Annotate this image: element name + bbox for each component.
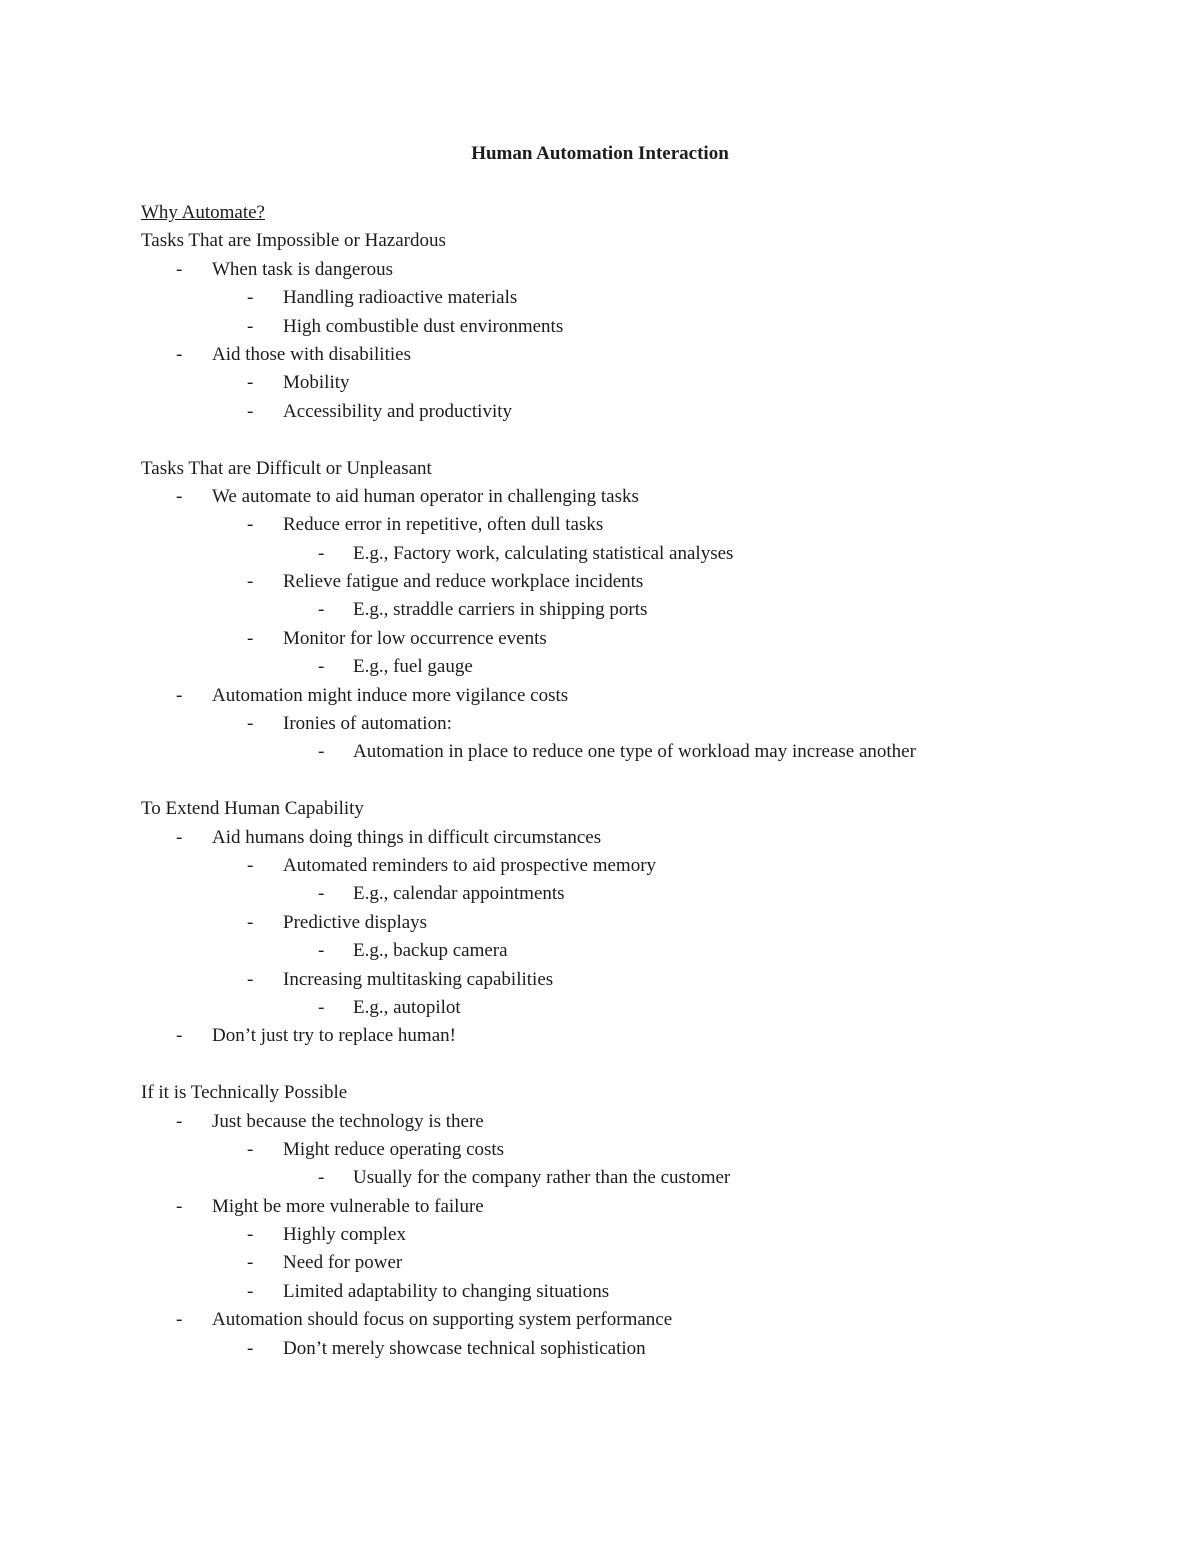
- bullet-text: Automation might induce more vigilance costs: [212, 684, 569, 706]
- section-title: Tasks That are Difficult or Unpleasant: [141, 457, 432, 479]
- bullet-text: Predictive displays: [283, 911, 428, 933]
- bullet-text: Reduce error in repetitive, often dull tasks: [283, 514, 604, 536]
- bullet-text: Don’t merely showcase technical sophistication: [283, 1337, 646, 1359]
- bullet-text: E.g., backup camera: [353, 940, 508, 962]
- dash-bullet-icon: -: [247, 1280, 254, 1302]
- bullet-item-level-3: [141, 540, 1141, 568]
- bullet-text: Limited adaptability to changing situations: [283, 1280, 610, 1302]
- dash-bullet-icon: -: [247, 315, 254, 337]
- bullet-item-level-3: [141, 880, 1141, 908]
- dash-bullet-icon: -: [247, 287, 254, 309]
- dash-bullet-icon: -: [247, 1138, 254, 1160]
- bullet-text: Might be more vulnerable to failure: [212, 1195, 484, 1217]
- section-title: Tasks That are Impossible or Hazardous: [141, 230, 446, 252]
- blank-line: [141, 1051, 1141, 1079]
- bullet-item-level-3: [141, 596, 1141, 624]
- bullet-item-level-1: [141, 1193, 1141, 1221]
- bullet-text: E.g., straddle carriers in shipping ports: [353, 599, 648, 621]
- section-heading: [141, 199, 1141, 227]
- bullet-text: Automated reminders to aid prospective memory: [283, 854, 657, 876]
- bullet-text: Highly complex: [283, 1224, 406, 1246]
- dash-bullet-icon: -: [247, 968, 254, 990]
- bullet-item-level-2: [141, 852, 1141, 880]
- dash-bullet-icon: -: [247, 1337, 254, 1359]
- bullet-text: We automate to aid human operator in challenging tasks: [212, 485, 639, 507]
- document-title: Human Automation Interaction: [471, 143, 729, 164]
- dash-bullet-icon: -: [318, 599, 325, 621]
- dash-bullet-icon: -: [176, 1110, 183, 1132]
- dash-bullet-icon: -: [176, 1195, 183, 1217]
- bullet-item-level-2: [141, 909, 1141, 937]
- section-title: To Extend Human Capability: [141, 798, 364, 820]
- bullet-text: Relieve fatigue and reduce workplace incidents: [283, 571, 644, 593]
- bullet-item-level-3: [141, 653, 1141, 681]
- bullet-item-level-2: [141, 1136, 1141, 1164]
- bullet-item-level-1: [141, 341, 1141, 369]
- bullet-item-level-1: [141, 1108, 1141, 1136]
- bullet-text: Aid humans doing things in difficult circumstances: [212, 826, 602, 848]
- bullet-item-level-2: [141, 398, 1141, 426]
- bullet-item-level-2: [141, 966, 1141, 994]
- bullet-item-level-3: [141, 994, 1141, 1022]
- bullet-text: Ironies of automation:: [283, 713, 452, 735]
- dash-bullet-icon: -: [247, 372, 254, 394]
- bullet-text: Automation should focus on supporting system performance: [212, 1309, 673, 1331]
- bullet-text: Just because the technology is there: [212, 1110, 484, 1132]
- bullet-item-level-2: [141, 568, 1141, 596]
- dash-bullet-icon: -: [318, 741, 325, 763]
- dash-bullet-icon: -: [247, 911, 254, 933]
- bullet-item-level-3: [141, 738, 1141, 766]
- bullet-item-level-1: [141, 1306, 1141, 1334]
- bullet-text: Accessibility and productivity: [283, 400, 513, 422]
- dash-bullet-icon: -: [247, 1224, 254, 1246]
- bullet-text: Need for power: [283, 1252, 403, 1274]
- dash-bullet-icon: -: [318, 996, 325, 1018]
- dash-bullet-icon: -: [176, 1025, 183, 1047]
- blank-line: [141, 426, 1141, 454]
- dash-bullet-icon: -: [247, 571, 254, 593]
- bullet-item-level-2: [141, 511, 1141, 539]
- dash-bullet-icon: -: [247, 627, 254, 649]
- dash-bullet-icon: -: [318, 883, 325, 905]
- dash-bullet-icon: -: [247, 1252, 254, 1274]
- bullet-text: Mobility: [283, 372, 350, 394]
- dash-bullet-icon: -: [247, 514, 254, 536]
- bullet-text: When task is dangerous: [212, 258, 393, 280]
- bullet-text: E.g., fuel gauge: [353, 656, 473, 678]
- dash-bullet-icon: -: [176, 258, 183, 280]
- document-body: [141, 199, 1141, 1363]
- bullet-item-level-2: [141, 710, 1141, 738]
- bullet-item-level-1: [141, 483, 1141, 511]
- bullet-item-level-1: [141, 824, 1141, 852]
- bullet-text: High combustible dust environments: [283, 315, 564, 337]
- dash-bullet-icon: -: [176, 826, 183, 848]
- bullet-text: Handling radioactive materials: [283, 287, 518, 309]
- bullet-item-level-1: [141, 682, 1141, 710]
- dash-bullet-icon: -: [318, 1167, 325, 1189]
- bullet-item-level-2: [141, 1221, 1141, 1249]
- bullet-text: Increasing multitasking capabilities: [283, 968, 554, 990]
- dash-bullet-icon: -: [176, 684, 183, 706]
- bullet-item-level-2: [141, 1335, 1141, 1363]
- dash-bullet-icon: -: [318, 656, 325, 678]
- bullet-text: Automation in place to reduce one type of workload may increase another: [353, 741, 916, 763]
- section-title: If it is Technically Possible: [141, 1082, 348, 1104]
- bullet-item-level-1: [141, 1022, 1141, 1050]
- bullet-item-level-2: [141, 1249, 1141, 1277]
- bullet-text: Don’t just try to replace human!: [212, 1025, 456, 1047]
- bullet-text: E.g., calendar appointments: [353, 883, 565, 905]
- blank-line: [141, 767, 1141, 795]
- bullet-text: E.g., autopilot: [353, 996, 461, 1018]
- bullet-item-level-2: [141, 625, 1141, 653]
- bullet-text: Aid those with disabilities: [212, 343, 411, 365]
- bullet-item-level-2: [141, 313, 1141, 341]
- dash-bullet-icon: -: [318, 542, 325, 564]
- dash-bullet-icon: -: [318, 940, 325, 962]
- bullet-item-level-2: [141, 369, 1141, 397]
- dash-bullet-icon: -: [247, 713, 254, 735]
- dash-bullet-icon: -: [176, 485, 183, 507]
- bullet-text: E.g., Factory work, calculating statistical analyses: [353, 542, 734, 564]
- dash-bullet-icon: -: [247, 854, 254, 876]
- bullet-item-level-2: [141, 1278, 1141, 1306]
- bullet-item-level-3: [141, 1164, 1141, 1192]
- dash-bullet-icon: -: [247, 400, 254, 422]
- bullet-item-level-2: [141, 284, 1141, 312]
- bullet-text: Might reduce operating costs: [283, 1138, 505, 1160]
- bullet-text: Monitor for low occurrence events: [283, 627, 547, 649]
- bullet-item-level-3: [141, 937, 1141, 965]
- bullet-item-level-1: [141, 256, 1141, 284]
- why-automate-heading: Why Automate?: [141, 202, 265, 223]
- dash-bullet-icon: -: [176, 1309, 183, 1331]
- dash-bullet-icon: -: [176, 343, 183, 365]
- bullet-text: Usually for the company rather than the customer: [353, 1167, 731, 1189]
